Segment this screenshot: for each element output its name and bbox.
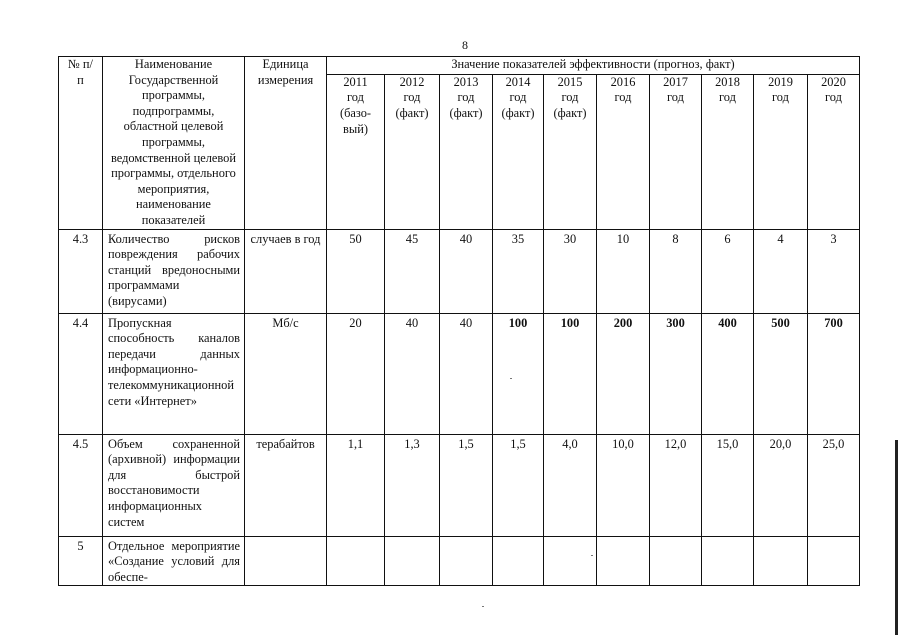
value-cell: 1,5: [440, 434, 493, 536]
row-number: 4.4: [59, 313, 103, 434]
table-row: [59, 434, 860, 536]
table-row: [59, 313, 860, 434]
header-year-2019: [754, 74, 808, 229]
value-cell: 35: [493, 229, 544, 313]
value-cell: 700: [808, 313, 860, 434]
year-label: 2015: [557, 74, 583, 89]
year-type: год (факт): [395, 90, 429, 120]
value-cell: [544, 536, 597, 586]
indicator-name: Количество рисков повреждения рабочих станций вредоносными программами (вирусами): [103, 229, 245, 313]
indicator-name: Отдельное мероприятие «Создание условий для обеспе-: [103, 536, 245, 586]
value-cell: 10,0: [597, 434, 650, 536]
indicator-name: Объем сохраненной (архивной) информации для быстрой восстановимости информационных систем: [103, 434, 245, 536]
header-values-title: Значение показателей эффективности (прогноз, факт): [327, 57, 860, 75]
value-cell: 400: [702, 313, 754, 434]
year-label: 2011: [343, 74, 368, 89]
year-type: год (факт): [553, 90, 587, 120]
scan-speck: [482, 606, 484, 607]
value-cell: [493, 536, 544, 586]
value-cell: 100: [493, 313, 544, 434]
value-cell: 10: [597, 229, 650, 313]
value-cell: 25,0: [808, 434, 860, 536]
year-type: год (факт): [501, 90, 535, 120]
value-cell: 15,0: [702, 434, 754, 536]
indicator-unit: Мб/с: [245, 313, 327, 434]
value-cell: 1,1: [327, 434, 385, 536]
scan-edge-bar: [895, 440, 898, 635]
value-cell: 1,3: [385, 434, 440, 536]
row-number: 4.5: [59, 434, 103, 536]
value-cell: 100: [544, 313, 597, 434]
value-cell: 50: [327, 229, 385, 313]
indicator-unit: случаев в год: [245, 229, 327, 313]
header-year-2012: [385, 74, 440, 229]
value-cell: [650, 536, 702, 586]
year-label: 2019: [768, 74, 793, 89]
value-cell: 45: [385, 229, 440, 313]
value-cell: 3: [808, 229, 860, 313]
year-type: год: [719, 90, 736, 105]
header-year-2020: [808, 74, 860, 229]
year-type: год (факт): [449, 90, 483, 120]
header-row-1: [59, 57, 860, 75]
value-cell: [385, 536, 440, 586]
value-cell: 6: [702, 229, 754, 313]
value-cell: [597, 536, 650, 586]
row-number: 4.3: [59, 229, 103, 313]
year-label: 2012: [399, 74, 425, 89]
year-label: 2017: [663, 74, 688, 89]
value-cell: [440, 536, 493, 586]
value-cell: [754, 536, 808, 586]
year-label: 2014: [505, 74, 531, 89]
value-cell: [327, 536, 385, 586]
value-cell: 500: [754, 313, 808, 434]
year-type: год: [667, 90, 684, 105]
value-cell: 40: [385, 313, 440, 434]
value-cell: 20: [327, 313, 385, 434]
value-cell: 40: [440, 229, 493, 313]
header-year-2011: [327, 74, 385, 229]
value-cell: 200: [597, 313, 650, 434]
value-cell: [808, 536, 860, 586]
page-number: 8: [462, 38, 468, 52]
value-cell: 20,0: [754, 434, 808, 536]
row-number: 5: [59, 536, 103, 586]
header-unit: Единица измерения: [245, 57, 327, 230]
year-type: год: [614, 90, 632, 105]
scan-speck: [510, 378, 512, 379]
value-cell: 4,0: [544, 434, 597, 536]
indicator-name: Пропускная способность каналов передачи данных информационно-телекоммуникационной сети «Интернет»: [103, 313, 245, 434]
header-year-2016: [597, 74, 650, 229]
year-label: 2020: [821, 74, 846, 89]
value-cell: 12,0: [650, 434, 702, 536]
header-name: Наименование Государственной программы, подпрограммы, областной целевой программы, ведомственной целевой программы, отдельного мероприятия, наименование показателей: [103, 57, 245, 230]
indicator-unit: [245, 536, 327, 586]
header-year-2013: [440, 74, 493, 229]
indicators-table: [58, 56, 860, 586]
table-row: [59, 536, 860, 586]
header-year-2017: [650, 74, 702, 229]
value-cell: 300: [650, 313, 702, 434]
value-cell: 40: [440, 313, 493, 434]
value-cell: 30: [544, 229, 597, 313]
year-label: 2013: [453, 74, 479, 89]
value-cell: 1,5: [493, 434, 544, 536]
value-cell: 8: [650, 229, 702, 313]
header-year-2018: [702, 74, 754, 229]
value-cell: 4: [754, 229, 808, 313]
year-type: год: [825, 90, 842, 105]
table-row: [59, 229, 860, 313]
year-type: год: [772, 90, 789, 105]
header-no: № п/п: [59, 57, 103, 230]
header-year-2014: [493, 74, 544, 229]
year-type: год (базо-вый): [339, 90, 372, 136]
year-label: 2016: [610, 74, 636, 89]
scan-speck: [591, 555, 593, 556]
value-cell: [702, 536, 754, 586]
indicator-unit: терабайтов: [245, 434, 327, 536]
header-year-2015: [544, 74, 597, 229]
year-label: 2018: [715, 74, 740, 89]
